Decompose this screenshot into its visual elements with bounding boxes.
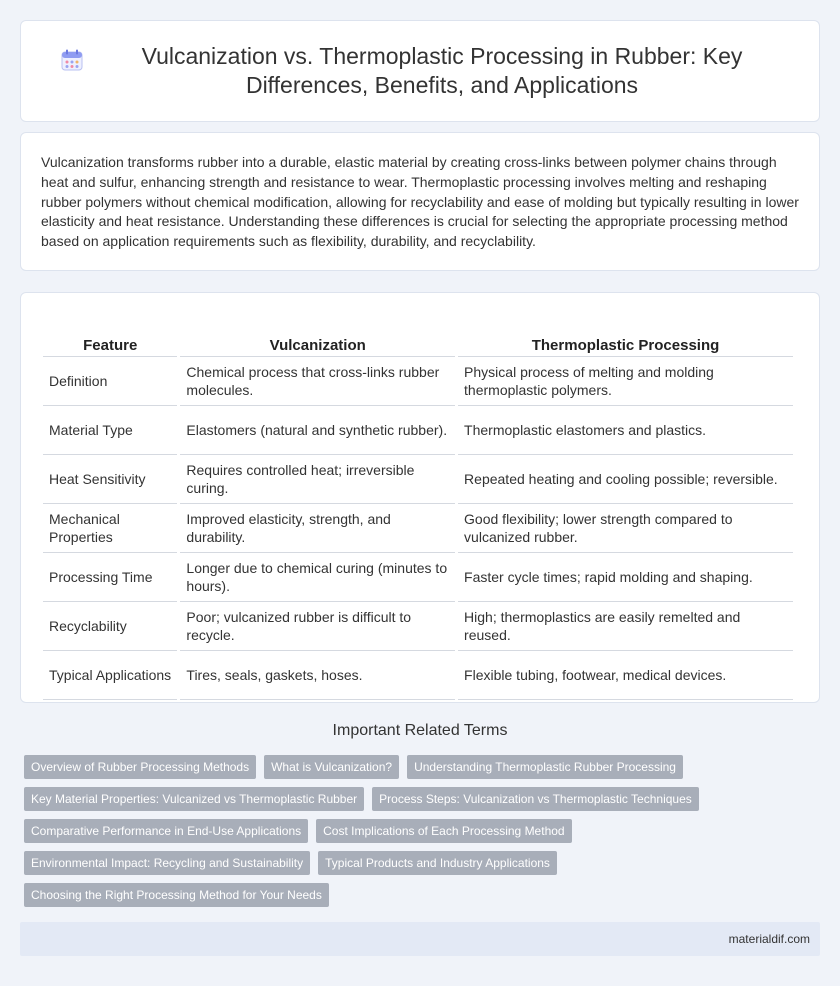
table-row bbox=[43, 357, 793, 406]
footer-bar bbox=[20, 922, 820, 956]
feature-cell: Mechanical Properties bbox=[43, 504, 177, 553]
related-term-tag[interactable]: Choosing the Right Processing Method for Your Needs bbox=[24, 883, 329, 907]
thermoplastic-cell: Faster cycle times; rapid molding and shaping. bbox=[458, 553, 793, 602]
site-name[interactable]: materialdif.com bbox=[728, 932, 810, 946]
feature-cell: Processing Time bbox=[43, 553, 177, 602]
column-header-feature: Feature bbox=[43, 313, 177, 357]
vulcanization-cell: Tires, seals, gaskets, hoses. bbox=[180, 651, 455, 700]
table-row bbox=[43, 553, 793, 602]
tag-row bbox=[24, 883, 804, 907]
table-row bbox=[43, 602, 793, 651]
thermoplastic-cell: Flexible tubing, footwear, medical devices. bbox=[458, 651, 793, 700]
table-row bbox=[43, 504, 793, 553]
related-terms-heading: Important Related Terms bbox=[332, 722, 508, 739]
thermoplastic-cell: Thermoplastic elastomers and plastics. bbox=[458, 406, 793, 455]
vulcanization-cell: Poor; vulcanized rubber is difficult to recycle. bbox=[180, 602, 455, 651]
thermoplastic-cell: Physical process of melting and molding thermoplastic polymers. bbox=[458, 357, 793, 406]
title-card bbox=[20, 20, 820, 122]
thermoplastic-cell: High; thermoplastics are easily remelted and reused. bbox=[458, 602, 793, 651]
table-header-row bbox=[43, 313, 793, 357]
thermoplastic-cell: Good flexibility; lower strength compared to vulcanized rubber. bbox=[458, 504, 793, 553]
vulcanization-cell: Longer due to chemical curing (minutes to hours). bbox=[180, 553, 455, 602]
column-header-vulcanization: Vulcanization bbox=[180, 313, 455, 357]
feature-cell: Heat Sensitivity bbox=[43, 455, 177, 504]
comparison-card bbox=[20, 292, 820, 703]
related-term-tag[interactable]: Key Material Properties: Vulcanized vs Thermoplastic Rubber bbox=[24, 787, 364, 811]
related-term-tag[interactable]: What is Vulcanization? bbox=[264, 755, 399, 779]
related-term-tag[interactable]: Typical Products and Industry Applications bbox=[318, 851, 557, 875]
intro-card bbox=[20, 132, 820, 271]
feature-cell: Recyclability bbox=[43, 602, 177, 651]
tag-row bbox=[24, 851, 804, 875]
intro-paragraph: Vulcanization transforms rubber into a durable, elastic material by creating cross-links between polymer chains through heat and sulfur, enhancing strength and resistance to wear. Thermoplastic processing involves melting and reshaping rubber polymers without chemical modification, allowing for recyclability and ease of molding but typically resulting in lower elasticity and heat resistance. Understanding these differences is crucial for selecting the appropriate processing method based on application requirements such as flexibility, durability, and recyclability. bbox=[41, 154, 799, 250]
table-row bbox=[43, 651, 793, 700]
vulcanization-cell: Requires controlled heat; irreversible curing. bbox=[180, 455, 455, 504]
related-term-tag[interactable]: Overview of Rubber Processing Methods bbox=[24, 755, 256, 779]
related-term-tag[interactable]: Process Steps: Vulcanization vs Thermoplastic Techniques bbox=[372, 787, 699, 811]
title-wrap bbox=[60, 42, 780, 100]
page-title: Vulcanization vs. Thermoplastic Processing in Rubber: Key Differences, Benefits, and Applications bbox=[141, 43, 743, 98]
related-term-tag[interactable]: Comparative Performance in End-Use Applications bbox=[24, 819, 308, 843]
table-row bbox=[43, 406, 793, 455]
feature-cell: Definition bbox=[43, 357, 177, 406]
related-term-tag[interactable]: Environmental Impact: Recycling and Sustainability bbox=[24, 851, 310, 875]
feature-cell: Typical Applications bbox=[43, 651, 177, 700]
related-term-tag[interactable]: Cost Implications of Each Processing Method bbox=[316, 819, 571, 843]
thermoplastic-cell: Repeated heating and cooling possible; reversible. bbox=[458, 455, 793, 504]
vulcanization-cell: Improved elasticity, strength, and durability. bbox=[180, 504, 455, 553]
feature-cell: Material Type bbox=[43, 406, 177, 455]
tag-row bbox=[24, 819, 804, 843]
tag-row bbox=[24, 787, 804, 811]
related-term-tag[interactable]: Understanding Thermoplastic Rubber Processing bbox=[407, 755, 683, 779]
vulcanization-cell: Chemical process that cross-links rubber molecules. bbox=[180, 357, 455, 406]
related-terms-list bbox=[24, 755, 804, 915]
calendar-icon bbox=[60, 48, 84, 72]
comparison-table bbox=[40, 313, 796, 700]
vulcanization-cell: Elastomers (natural and synthetic rubber). bbox=[180, 406, 455, 455]
tag-row bbox=[24, 755, 804, 779]
column-header-thermoplastic: Thermoplastic Processing bbox=[458, 313, 793, 357]
table-row bbox=[43, 455, 793, 504]
